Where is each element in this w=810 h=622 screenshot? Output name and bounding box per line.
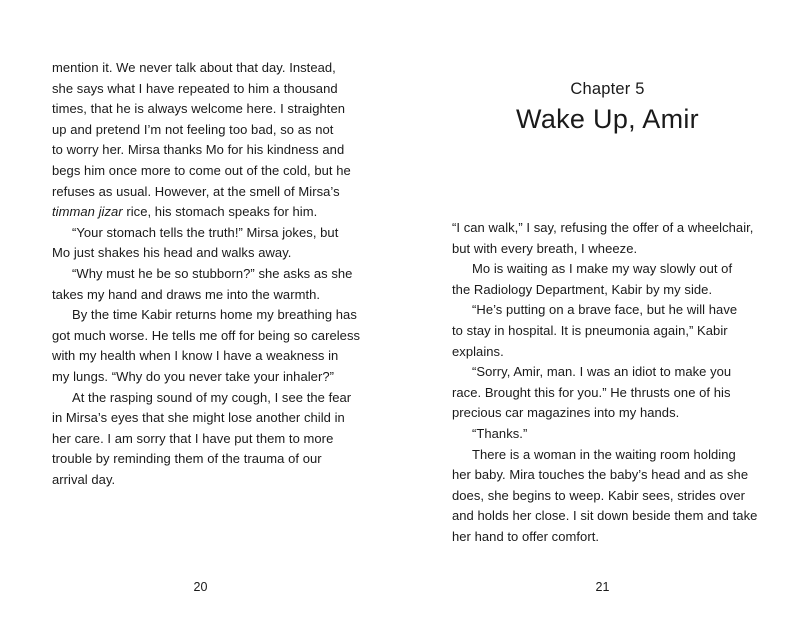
text-line: my lungs. “Why do you never take your inhaler?” bbox=[52, 368, 334, 384]
chapter-title: Wake Up, Amir bbox=[516, 104, 699, 134]
text-line: “Why must he be so stubborn?” she asks as she bbox=[72, 265, 353, 281]
text-line: in Mirsa’s eyes that she might lose another child in bbox=[52, 410, 345, 426]
text-line: times, that he is always welcome here. I straighten bbox=[52, 101, 346, 117]
text-line: up and pretend I’m not feeling too bad, so as not bbox=[52, 121, 334, 137]
text-line: “Your stomach tells the truth!” Mirsa jokes, but bbox=[72, 224, 339, 240]
text-line: “He’s putting on a brave face, but he will have bbox=[472, 302, 738, 318]
text-line: mention it. We never talk about that day. Instead, bbox=[52, 60, 336, 75]
page-number: 20 bbox=[193, 580, 208, 594]
text-line: By the time Kabir returns home my breathing has bbox=[72, 307, 357, 323]
text-line: trouble by reminding them of the trauma of our bbox=[52, 451, 322, 467]
text-line: got much worse. He tells me off for being so careless bbox=[52, 327, 361, 343]
text-line: Mo is waiting as I make my way slowly out of bbox=[472, 261, 733, 277]
right-page bbox=[405, 0, 810, 622]
text-line: to worry her. Mirsa thanks Mo for his kindness and bbox=[52, 142, 345, 158]
text-line: takes my hand and draws me into the warmth. bbox=[52, 286, 321, 302]
text-line: refuses as usual. However, at the smell of Mirsa’s bbox=[52, 183, 340, 199]
text-line: her baby. Mira touches the baby’s head and as she bbox=[452, 467, 749, 483]
italic-phrase: timman jizar bbox=[52, 204, 123, 220]
text-line: to stay in hospital. It is pneumonia again,” Kabir bbox=[452, 322, 728, 338]
text-line: begs him once more to come out of the cold, but he bbox=[52, 162, 351, 178]
text-line: At the rasping sound of my cough, I see the fear bbox=[72, 389, 352, 405]
page-number: 21 bbox=[595, 580, 610, 594]
text-line: arrival day. bbox=[52, 471, 116, 487]
text-line: “Sorry, Amir, man. I was an idiot to make you bbox=[472, 364, 732, 380]
text-line: explains. bbox=[452, 343, 504, 359]
text-line: race. Brought this for you.” He thrusts one of his bbox=[452, 384, 731, 400]
text-line: with my health when I know I have a weakness in bbox=[52, 348, 339, 364]
text-line: but with every breath, I wheeze. bbox=[452, 240, 638, 256]
text-line: “Thanks.” bbox=[472, 425, 528, 441]
chapter-number: Chapter 5 bbox=[570, 80, 645, 98]
text-line bbox=[52, 202, 360, 223]
text-line: does, she begins to weep. Kabir sees, strides over bbox=[452, 487, 745, 503]
text-line: her hand to offer comfort. bbox=[452, 528, 600, 544]
text-line: precious car magazines into my hands. bbox=[452, 405, 680, 421]
left-page-text bbox=[52, 58, 360, 490]
text-line: her care. I am sorry that I have put them to more bbox=[52, 430, 334, 446]
text-line: “I can walk,” I say, refusing the offer of a wheelchair, bbox=[452, 220, 754, 235]
text-line: she says what I have repeated to him a thousand bbox=[52, 80, 338, 96]
text-line: the Radiology Department, Kabir by my side. bbox=[452, 281, 713, 297]
text-line-rest: rice, his stomach speaks for him. bbox=[122, 204, 318, 220]
right-page-text bbox=[452, 218, 757, 548]
text-line: Mo just shakes his head and walks away. bbox=[52, 245, 292, 261]
text-line: and holds her close. I sit down beside them and take bbox=[452, 508, 758, 524]
text-line: There is a woman in the waiting room holding bbox=[472, 446, 736, 462]
